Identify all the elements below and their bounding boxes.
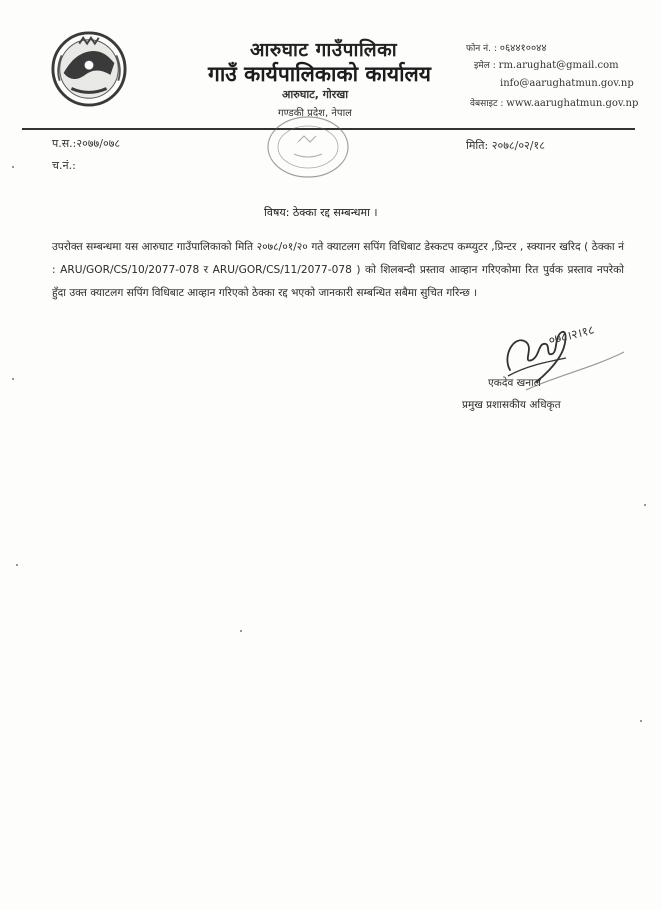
- phone-label: फोन नं. :: [466, 44, 497, 54]
- phone-number: ०६४४१००४४: [499, 43, 547, 54]
- contact-email-2: [500, 78, 634, 89]
- reference-ps: प.स.:२०७७/०७८: [52, 137, 121, 150]
- scan-speck: [12, 378, 14, 380]
- scan-speck: [640, 720, 642, 722]
- website-url: www.aarughatmun.gov.np: [506, 98, 639, 109]
- letter-body: उपरोक्त सम्बन्धमा यस आरुघाट गाउँपालिकाको मिति २०७८/०१/२० गते क्याटलग सपिंग विधिबाट डेस्कटप कम्प्युटर ,प्रिन्टर , स्क्यानर खरिद ( ठेक्का नं : ARU/GOR/CS/10/2077-078 र ARU/GOR/CS/11/2077-078 ) को शिलबन्दी प्रस्ताव आव्हान गरिएकोमा रित पुर्वक प्रस्ताव नपरेको हुँदा उक्त क्याटलग सपिंग विधिबाट आव्हान गरिएको ठेक्का रद्द भएको जानकारी सम्बन्धित सबैमा सुचित गरिन्छ ।: [52, 241, 624, 299]
- email-primary: rm.arughat@gmail.com: [498, 60, 619, 71]
- scan-speck: [240, 630, 242, 632]
- signatory-title: प्रमुख प्रशासकीय अधिकृत: [462, 399, 561, 411]
- office-name: गाउँ कार्यपालिकाको कार्यालय: [208, 62, 431, 86]
- scan-speck: [16, 564, 18, 566]
- office-stamp: [264, 112, 352, 182]
- contact-email: [474, 58, 619, 71]
- province-address: गण्डकी प्रदेश, नेपाल: [278, 108, 352, 119]
- contact-phone: [466, 40, 547, 54]
- org-name: आरुघाट गाउँपालिका: [250, 39, 398, 61]
- nepal-emblem-logo: [50, 30, 128, 108]
- signatory-name: एकदेव खनाल: [488, 377, 541, 389]
- letter-date: मिति: २०७८/०२/१८: [466, 139, 545, 152]
- reference-cn: च.नं.:: [52, 159, 76, 172]
- district-address: आरुघाट, गोरखा: [282, 88, 349, 101]
- email-secondary: info@aarughatmun.gov.np: [500, 78, 634, 89]
- email-label: इमेल :: [474, 61, 496, 71]
- signature-date: ०७८।२।१८: [547, 322, 596, 348]
- scan-speck: [644, 504, 646, 506]
- website-label: वेबसाइट :: [470, 99, 504, 109]
- scan-speck: [12, 166, 14, 168]
- letter-subject: विषय: ठेक्का रद्द सम्बन्धमा ।: [264, 206, 378, 219]
- contact-website: [470, 96, 638, 109]
